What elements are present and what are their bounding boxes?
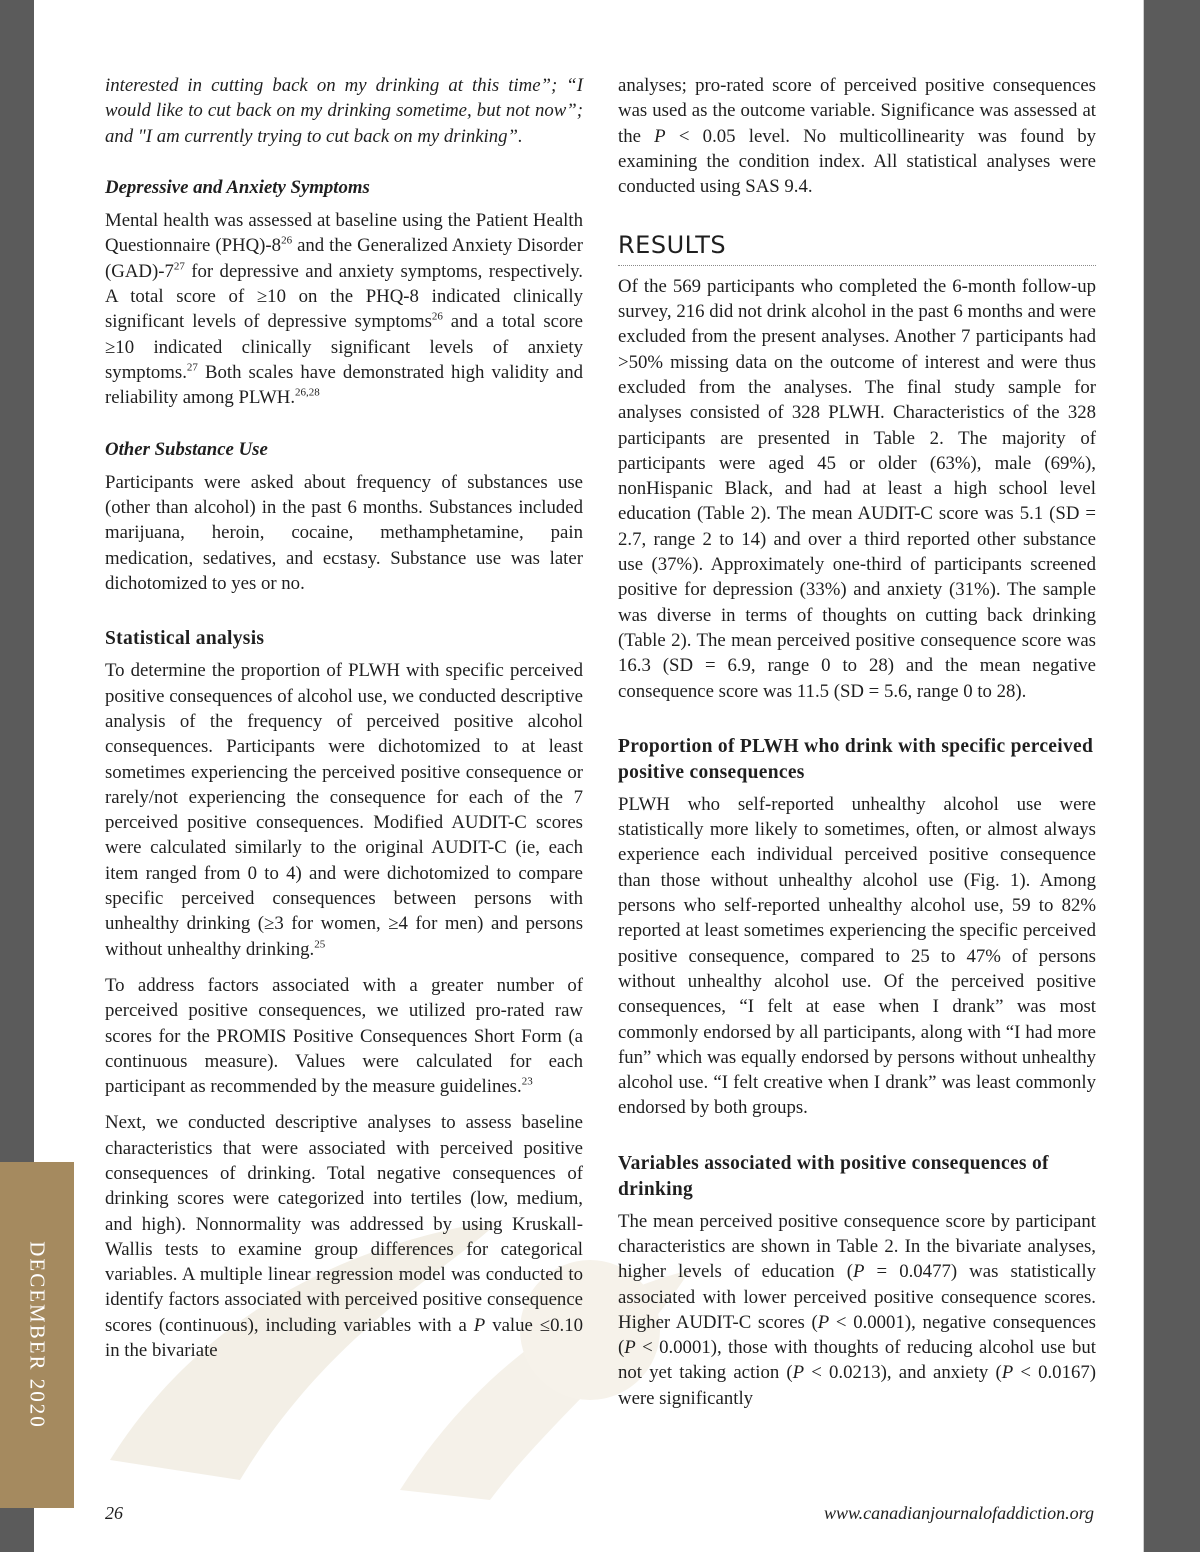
statistical-analysis-paragraph-1: To determine the proportion of PLWH with specific perceived positive consequences of alcohol use, we conducted descriptive analysis of the frequency of perceived positive alcohol consequences. Participants were dichotomized to at least sometimes experiencing the perceived positive consequence or rarely/not experiencing the consequence for each of the 7 perceived positive consequences. Modified AUDIT-C scores were calculated similarly to the original AUDIT-C (ie, each item ranged from 0 to 4) and were dichotomized to compare specific perceived consequences between persons with unhealthy drinking (≥3 for women, ≥4 for men) and persons without unhealthy drinking.$^{25}$ [105, 660, 583, 960]
page-number: 26 [105, 1503, 123, 1523]
right-column [618, 73, 1096, 1422]
journal-website: www.canadianjournalofaddiction.org [823, 1503, 1094, 1523]
substance-use-heading: Other Substance Use [105, 438, 268, 460]
proportion-heading: Proportion of PLWH who drink with specific perceived positive consequences [618, 735, 1094, 783]
depressive-anxiety-heading: Depressive and Anxiety Symptoms [105, 176, 370, 198]
depressive-anxiety-paragraph: Mental health was assessed at baseline using the Patient Health Questionnaire $(PHQ)-8^{26}$ and the Generalized Anxiety Disorder $(GAD)-7^{27}$ for depressive and anxiety symptoms, respectively. A total score of ≥10 on the PHQ-8 indicated clinically significant levels of depressive symptoms$^{26}$ and a total score ≥10 indicated clinically significant levels of anxiety symptoms.$^{27}$ Both scales have demonstrated high validity and reliability among PLWH.$^{26,28}$ [105, 210, 583, 409]
variables-paragraph: The mean perceived positive consequence score by participant characteristics are shown in Table 2. In the bivariate analyses, higher levels of education (P = 0.0477) was statistically associated with lower perceived positive consequence scores. Higher AUDIT-C scores (P < 0.0001), negative consequences (P < 0.0001), those with thoughts of reducing alcohol use but not yet taking action (P < 0.0213), and anxiety (P < 0.0167) were significantly [618, 1210, 1096, 1409]
right-margin-edge [1143, 0, 1144, 1552]
results-heading: RESULTS [618, 233, 1096, 265]
proportion-paragraph: PLWH who self-reported unhealthy alcohol use were statistically more likely to sometimes, often, or almost always experience each individual perceived positive consequence than those without unhealthy alcohol use (Fig. 1). Among persons who self-reported unhealthy alcohol use, 59 to 82% reported at least sometimes experiencing the specific perceived positive consequence, compared to 25 to 47% of persons without unhealthy alcohol use. Of the perceived positive consequences, “I felt at ease when I drank” was most commonly endorsed by all participants, along with “I had more fun” which was equally endorsed by persons without unhealthy alcohol use. “I felt creative when I drank” was least commonly endorsed by both groups. [618, 793, 1096, 1119]
results-paragraph: Of the 569 participants who completed the 6-month follow-up survey, 216 did not drink alcohol in the past 6 months and were excluded from the present analyses. Another 7 participants had >50% missing data on the outcome of interest and were thus excluded from the analyses. The final study sample for analyses consisted of 328 PLWH. Characteristics of the 328 participants are presented in Table 2. The majority of participants were aged 45 or older (63%), male (69%), nonHispanic Black, and had at least a high school level education (Table 2). The mean AUDIT-C score was 5.1 (SD = 2.7, range 2 to 14) and over a third reported other substance use (37%). Approximately one-third of participants screened positive for depression (33%) and anxiety (31%). The sample was diverse in terms of thoughts on cutting back drinking (Table 2). The mean perceived positive consequence score was 16.3 (SD = 6.9, range 0 to 28) and the mean negative consequence score was 11.5 (SD = 5.6, range 0 to 28). [618, 275, 1096, 702]
variables-heading: Variables associated with positive consequences of drinking [618, 1152, 1049, 1200]
intro-paragraph: interested in cutting back on my drinking at this time”; “I would like to cut back on my drinking sometime, but not now”; and "I am currently trying to cut back on my drinking”. [105, 75, 583, 147]
statistical-analysis-paragraph-2: To address factors associated with a greater number of perceived positive consequences, we utilized pro-rated raw scores for the PROMIS Positive Consequences Short Form (a continuous measure). Values were calculated for each participant as recommended by the measure guidelines.$^{23}$ [105, 974, 583, 1098]
statistical-analysis-paragraph-3: Next, we conducted descriptive analyses to assess baseline characteristics that were associated with perceived positive consequences of drinking. Total negative consequences of drinking scores were categorized into tertiles (low, medium, and high). Nonnormality was addressed by using Kruskall-Wallis tests to examine group differences for categorical variables. A multiple linear regression model was conducted to identify factors associated with perceived positive consequence scores (continuous), including variables with a P value ≤0.10 in the bivariate [105, 1112, 583, 1362]
issue-month-label: DECEMBER 2020 [25, 1241, 50, 1429]
continued-paragraph: analyses; pro-rated score of perceived positive consequences was used as the outcome variable. Significance was assessed at the P < 0.05 level. No multicollinearity was found by examining the condition index. All statistical analyses were conducted using SAS 9.4. [618, 75, 1097, 198]
substance-use-paragraph: Participants were asked about frequency of substances use (other than alcohol) in the past 6 months. Substances included marijuana, heroin, cocaine, methamphetamine, pain medication, sedatives, and ecstasy. Substance use was later dichotomized to yes or no. [105, 471, 583, 595]
right-margin-bar [1144, 0, 1200, 1552]
statistical-analysis-heading: Statistical analysis [105, 628, 265, 650]
left-column [105, 73, 583, 1374]
